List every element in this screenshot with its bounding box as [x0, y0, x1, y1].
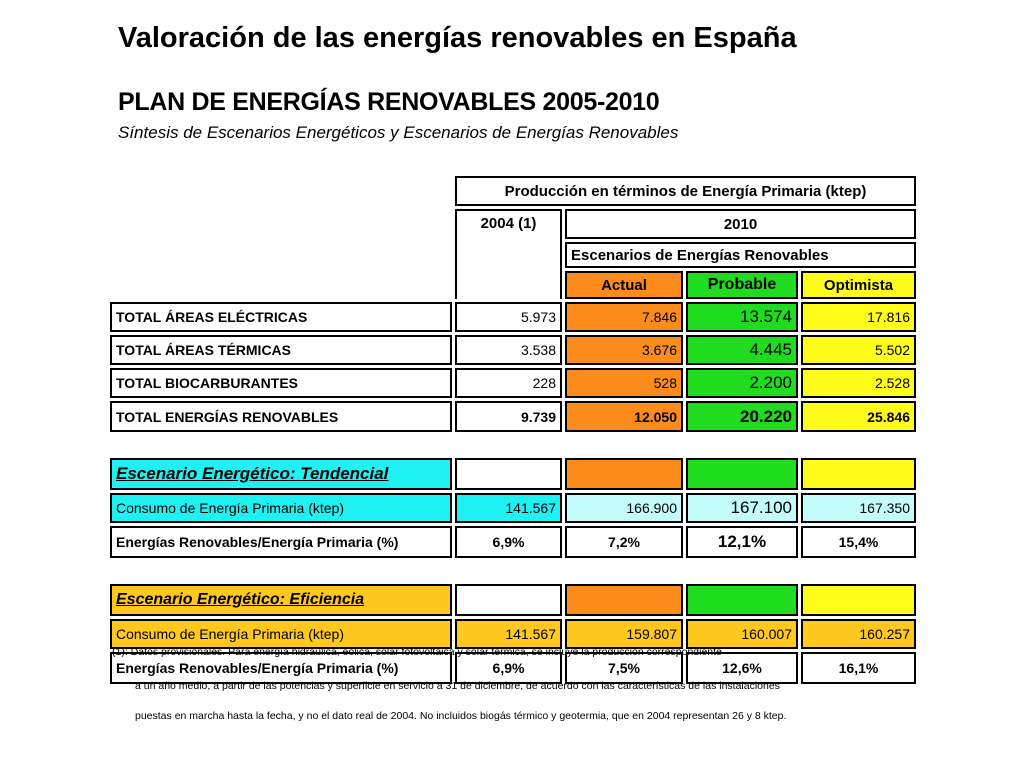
row-label: Consumo de Energía Primaria (ktep) [110, 619, 452, 649]
slide-title: Valoración de las energías renovables en España [118, 22, 797, 54]
cell-optimista: 2.528 [801, 368, 916, 398]
cell-probable: 12,1% [686, 526, 798, 558]
cell-2004: 9.739 [455, 401, 562, 432]
row-label: Energías Renovables/Energía Primaria (%) [110, 526, 452, 558]
cell-optimista: 15,4% [801, 526, 916, 558]
footnote-line-1: (1): Datos provisionales. Para energía hidráulica, eólica, solar fotovoltaica y solar térmica, se incluye la producción correspondiente [112, 646, 722, 658]
header-actual: Actual [565, 271, 683, 299]
swatch-white [455, 458, 562, 490]
swatch-yellow [801, 458, 916, 490]
cell-probable: 2.200 [686, 368, 798, 398]
cell-optimista: 160.257 [801, 619, 916, 649]
row-label: TOTAL ENERGÍAS RENOVABLES [110, 401, 452, 432]
swatch-orange [565, 458, 683, 490]
swatch-yellow [801, 584, 916, 616]
header-scenarios: Escenarios de Energías Renovables [565, 242, 916, 268]
header-blank [110, 176, 452, 299]
cell-actual: 12.050 [565, 401, 683, 432]
section-title-tendencial: Escenario Energético: Tendencial [110, 458, 452, 490]
section-title-eficiencia: Escenario Energético: Eficiencia [110, 584, 452, 616]
cell-2004: 141.567 [455, 493, 562, 523]
cell-actual: 166.900 [565, 493, 683, 523]
cell-optimista: 17.816 [801, 302, 916, 332]
cell-actual: 3.676 [565, 335, 683, 365]
header-production: Producción en términos de Energía Primaria (ktep) [455, 176, 916, 206]
row-label: Energías Renovables/Energía Primaria (%) [110, 652, 452, 684]
cell-2004: 6,9% [455, 652, 562, 684]
swatch-green [686, 584, 798, 616]
cell-2004: 5.973 [455, 302, 562, 332]
swatch-white [455, 584, 562, 616]
header-year-2004: 2004 (1) [455, 209, 562, 299]
cell-probable: 4.445 [686, 335, 798, 365]
header-probable: Probable [686, 271, 798, 299]
cell-probable: 12,6% [686, 652, 798, 684]
cell-actual: 159.807 [565, 619, 683, 649]
row-label: TOTAL ÁREAS TÉRMICAS [110, 335, 452, 365]
header-year-2010: 2010 [565, 209, 916, 239]
cell-optimista: 16,1% [801, 652, 916, 684]
cell-probable: 167.100 [686, 493, 798, 523]
cell-2004: 6,9% [455, 526, 562, 558]
cell-2004: 228 [455, 368, 562, 398]
footnote-line-3: puestas en marcha hasta la fecha, y no el dato real de 2004. No incluidos biogás térmico y geotermia, que en 2004 representan 26 y 8 ktep. [135, 710, 787, 722]
cell-actual: 528 [565, 368, 683, 398]
cell-probable: 13.574 [686, 302, 798, 332]
header-optimista: Optimista [801, 271, 916, 299]
row-label: TOTAL ÁREAS ELÉCTRICAS [110, 302, 452, 332]
cell-actual: 7.846 [565, 302, 683, 332]
cell-2004: 3.538 [455, 335, 562, 365]
row-label: TOTAL BIOCARBURANTES [110, 368, 452, 398]
cell-probable: 20.220 [686, 401, 798, 432]
footnote-line-2: a un año medio, a partir de las potencias y superficie en servicio a 31 de diciembre, de acuerdo con las características de las instalaciones [135, 680, 780, 692]
cell-optimista: 5.502 [801, 335, 916, 365]
plan-title: PLAN DE ENERGÍAS RENOVABLES 2005-2010 [118, 88, 660, 116]
cell-actual: 7,2% [565, 526, 683, 558]
row-label: Consumo de Energía Primaria (ktep) [110, 493, 452, 523]
cell-2004: 141.567 [455, 619, 562, 649]
swatch-orange [565, 584, 683, 616]
cell-optimista: 167.350 [801, 493, 916, 523]
plan-subtitle: Síntesis de Escenarios Energéticos y Escenarios de Energías Renovables [118, 123, 679, 142]
cell-optimista: 25.846 [801, 401, 916, 432]
cell-actual: 7,5% [565, 652, 683, 684]
cell-probable: 160.007 [686, 619, 798, 649]
swatch-green [686, 458, 798, 490]
